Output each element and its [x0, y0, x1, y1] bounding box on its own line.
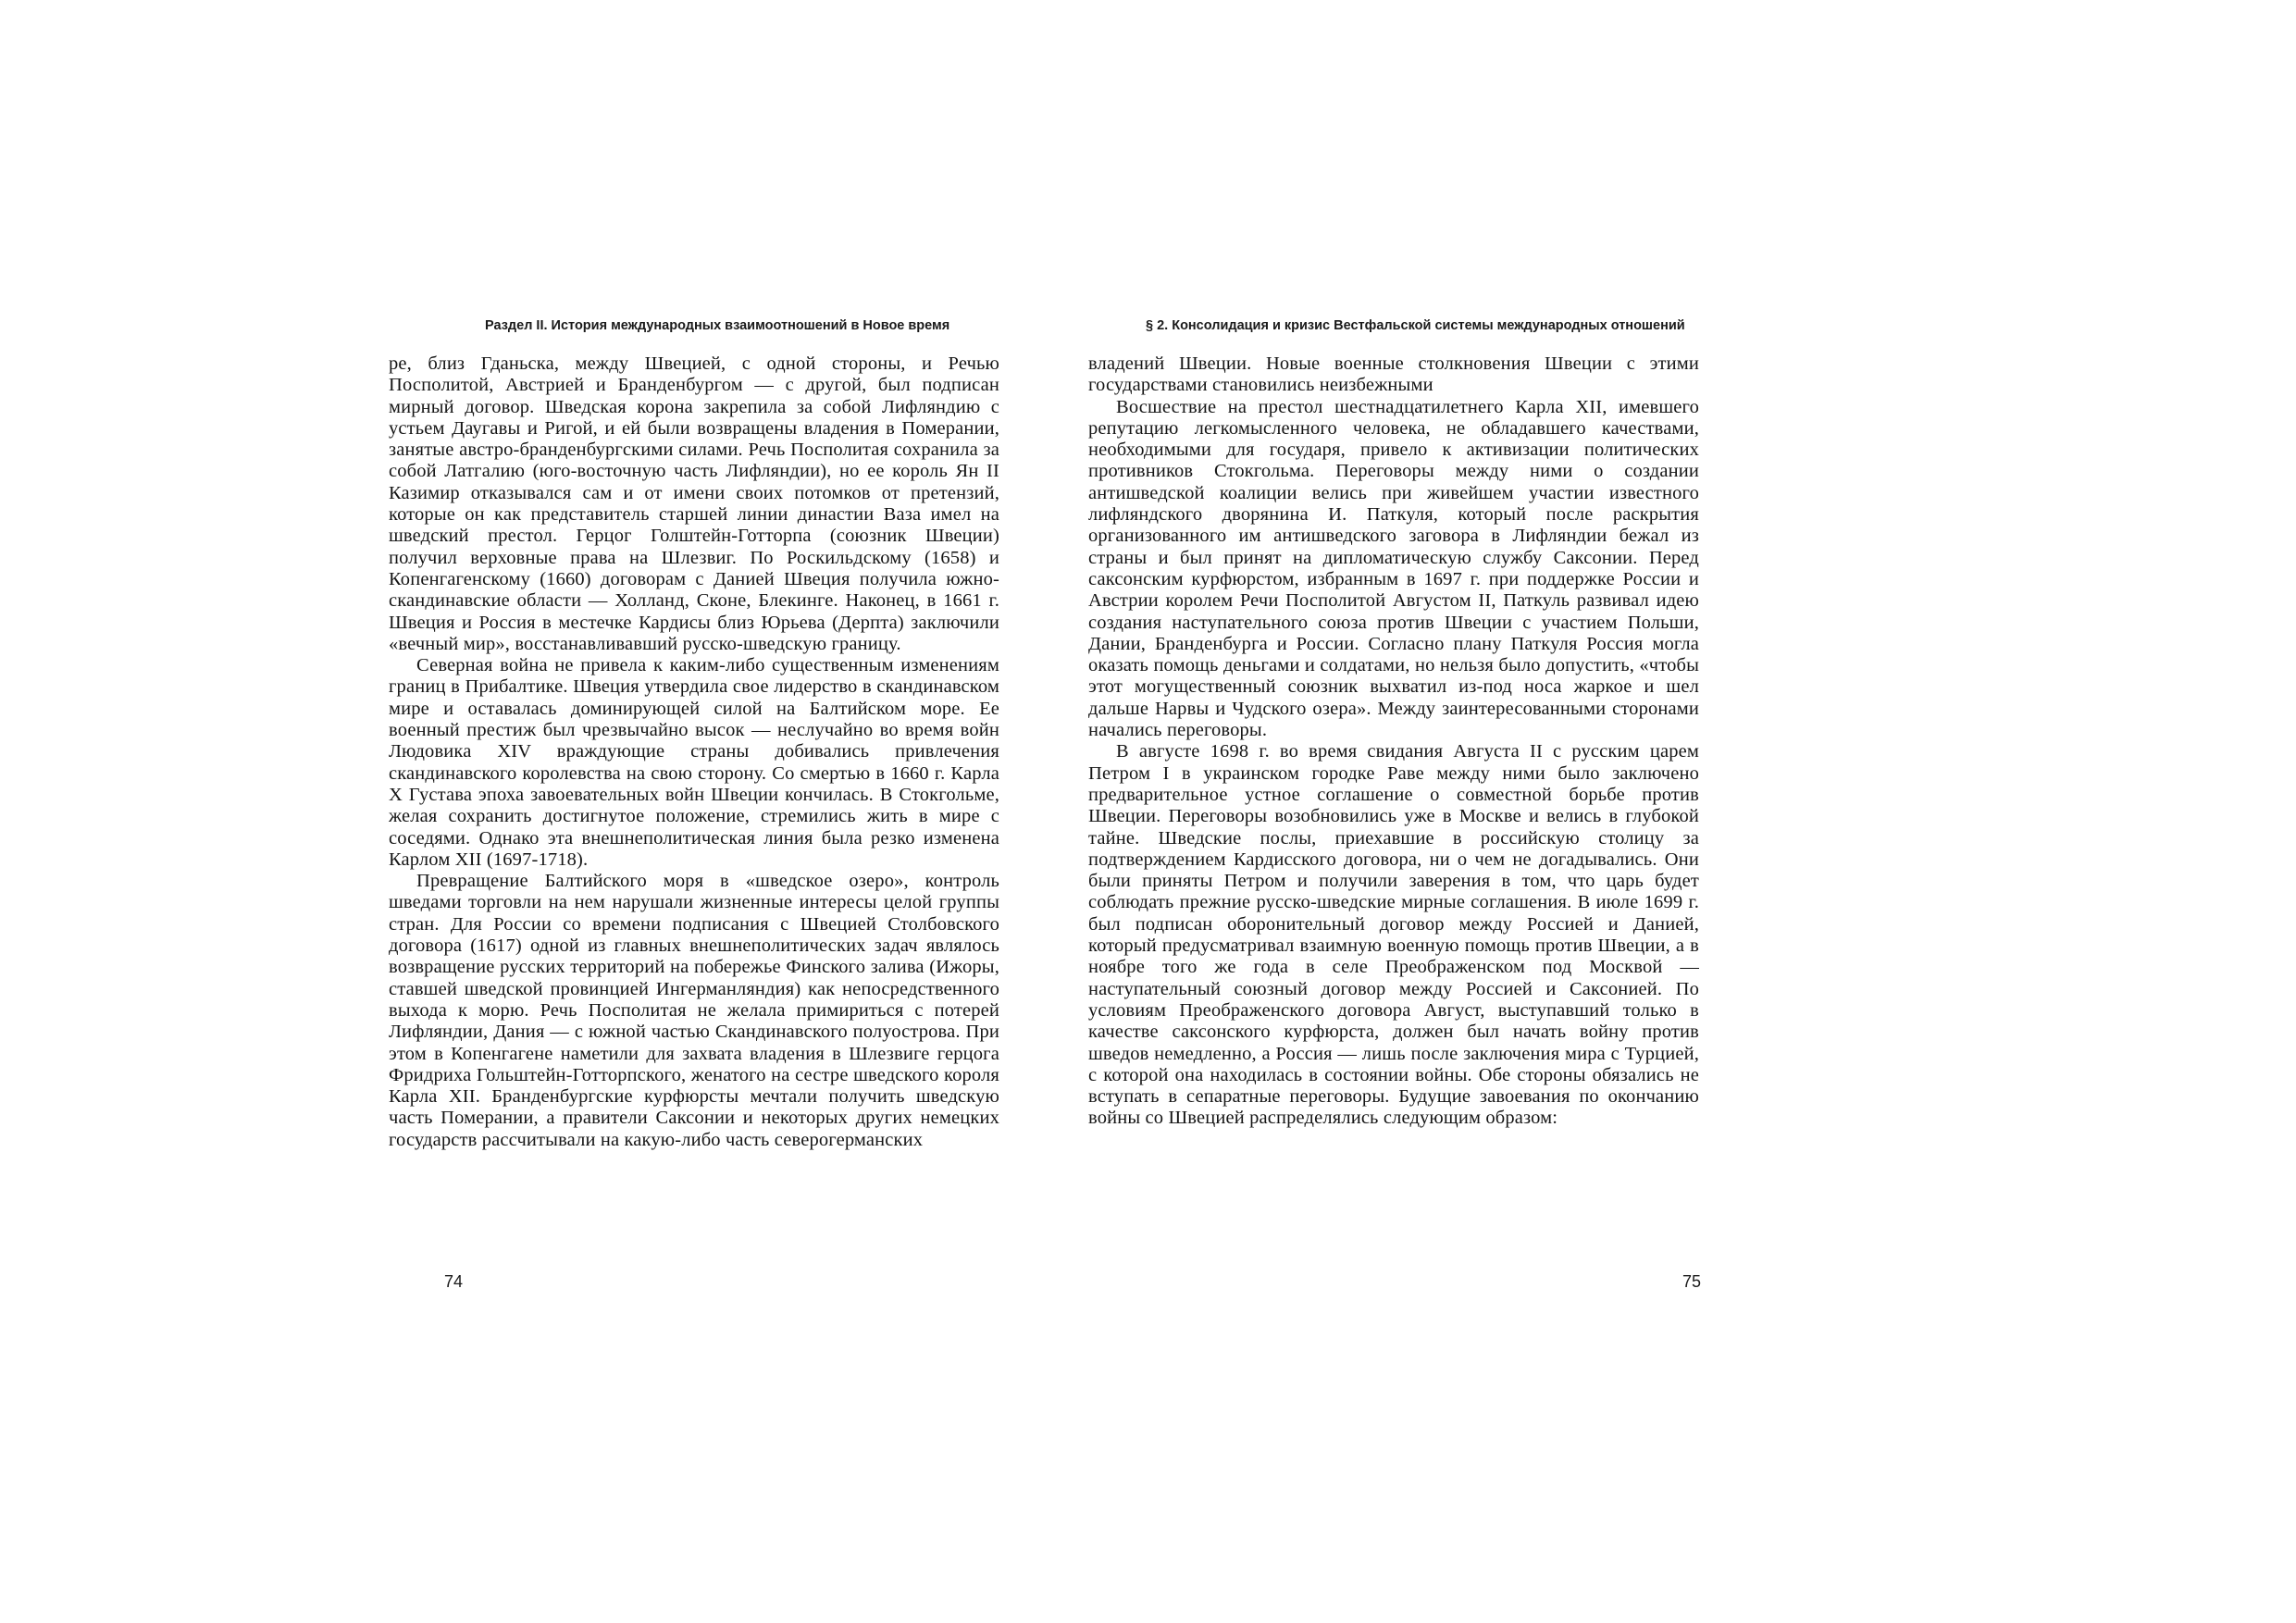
right-page-number: 75 — [1682, 1272, 1702, 1291]
left-paragraph-3: Превращение Балтийского моря в «шведское озеро», контроль шведами торговли на нем нарушали жизненные интересы целой группы стран. Для России со времени подписания с Швецией Столбовского договора (1617) одной из главных внешнеполитических задач являлось возвращение русских территорий на побережье Финского залива (Ижоры, ставшей шведской провинцией Ингерманляндия) как непосредственного выхода к морю. Речь Посполитая не желала примириться с потерей Лифляндии, Дания — с южной частью Скандинавского полуострова. При этом в Копенгагене наметили для захвата владения в Шлезвиге герцога Фридриха Гольштейн-Готторпского, женатого на сестре шведского короля Карла XII. Бранденбургские курфюрсты мечтали получить шведскую часть Померании, а правители Саксонии и некоторых других немецких государств рассчитывали на какую-либо часть северогерманских — [389, 871, 999, 1150]
right-body-text — [1088, 353, 1699, 1130]
right-running-head: § 2. Консолидация и кризис Вестфальской системы международных отношений — [1146, 318, 1685, 333]
left-body-text — [389, 353, 999, 1151]
left-paragraph-1: ре, близ Гданьска, между Швецией, с одной стороны, и Речью Посполитой, Австрией и Бранденбургом — с другой, был подписан мирный договор. Шведская корона закрепила за собой Лифляндию с устьем Даугавы и Ригой, и ей были возвращены владения в Померании, занятые австро-бранденбургскими силами. Речь Посполитая сохранила за собой Латгалию (юго-восточную часть Лифляндии), но ее король Ян II Казимир отказывался сам и от имени своих потомков от претензий, которые он как представитель старшей линии династии Ваза имел на шведский престол. Герцог Голштейн-Готторпа (союзник Швеции) получил верховные права на Шлезвиг. По Роскильдскому (1658) и Копенгагенскому (1660) договорам с Данией Швеция получила южно-скандинавские области — Холланд, Сконе, Блекинге. Наконец, в 1661 г. Швеция и Россия в местечке Кардисы близ Юрьева (Дерпта) заключили «вечный мир», восстанавливавший русско-шведскую границу. — [389, 353, 999, 654]
left-page-number: 74 — [444, 1272, 464, 1291]
left-running-head: Раздел II. История международных взаимоотношений в Новое время — [485, 318, 950, 333]
right-paragraph-1: владений Швеции. Новые военные столкновения Швеции с этими государствами становились неизбежными — [1088, 353, 1699, 396]
left-paragraph-2: Северная война не привела к каким-либо существенным изменениям границ в Прибалтике. Швеция утвердила свое лидерство в скандинавском мире и оставалась доминирующей силой на Балтийском море. Ее военный престиж был чрезвычайно высок — неслучайно во время войн Людовика XIV враждующие страны добивались привлечения скандинавского королевства на свою сторону. Со смертью в 1660 г. Карла X Густава эпоха завоевательных войн Швеции кончилась. В Стокгольме, желая сохранить достигнутое положение, стремились жить в мире с соседями. Однако эта внешнеполитическая линия была резко изменена Карлом XII (1697-1718). — [389, 655, 999, 870]
right-paragraph-3: В августе 1698 г. во время свидания Августа II с русским царем Петром I в украинском городке Раве между ними было заключено предварительное устное соглашение о совместной борьбе против Швеции. Переговоры возобновились уже в Москве и велись в глубокой тайне. Шведские послы, приехавшие в российскую столицу за подтверждением Кардисского договора, ни о чем не догадывались. Они были приняты Петром и получили заверения в том, что царь будет соблюдать прежние русско-шведские мирные соглашения. В июле 1699 г. был подписан оборонительный договор между Россией и Данией, который предусматривал взаимную военную помощь против Швеции, а в ноябре того же года в селе Преображенском под Москвой — наступательный союзный договор между Россией и Саксонией. По условиям Преображенского договора Август, выступавший только в качестве саксонского курфюрста, должен был начать войну против шведов немедленно, а Россия — лишь после заключения мира с Турцией, с которой она находилась в состоянии войны. Обе стороны обязались не вступать в сепаратные переговоры. Будущие завоевания по окончанию войны со Швецией распределялись следующим образом: — [1088, 741, 1699, 1129]
right-paragraph-2: Восшествие на престол шестнадцатилетнего Карла XII, имевшего репутацию легкомысленного человека, не обладавшего качествами, необходимыми для государя, привело к активизации политических противников Стокгольма. Переговоры между ними о создании антишведской коалиции велись при живейшем участии известного лифляндского дворянина И. Паткуля, который после раскрытия организованного им антишведского заговора в Лифляндии бежал из страны и был принят на дипломатическую службу Саксонии. Перед саксонским курфюрстом, избранным в 1697 г. при поддержке России и Австрии королем Речи Посполитой Августом II, Паткуль развивал идею создания наступательного союза против Швеции с участием Польши, Дании, Бранденбурга и России. Согласно плану Паткуля Россия могла оказать помощь деньгами и солдатами, но нельзя было допустить, «чтобы этот могущественный союзник выхватил из-под носа жаркое и шел дальше Нарвы и Чудского озера». Между заинтересованными сторонами начались переговоры. — [1088, 396, 1699, 741]
